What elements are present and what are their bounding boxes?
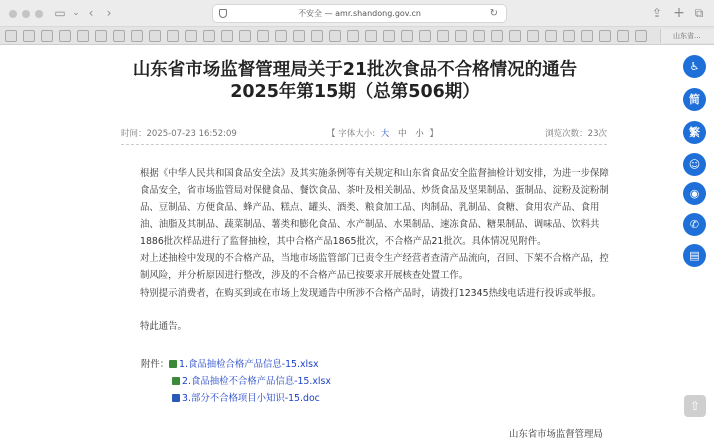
bookmark-icon[interactable]	[311, 30, 323, 42]
bookmark-icon[interactable]	[293, 30, 305, 42]
signature: 山东省市场监督管理局	[509, 429, 603, 440]
url-text: 不安全 — amr.shandong.gov.cn	[298, 9, 421, 18]
bookmark-icon[interactable]	[41, 30, 53, 42]
attachment-link[interactable]: 3.部分不合格项目小知识-15.doc	[172, 390, 320, 404]
article-paragraph: 对上述抽检中发现的不合格产品，当地市场监管部门已责令生产经营者查清产品流向，召回、下架不合格产品，控制风险，并分析原因进行整改，涉及的不合格产品已按要求开展核查处置工作。	[140, 253, 609, 281]
attachments-label: 附件：	[141, 359, 170, 370]
bookmark-icon[interactable]	[221, 30, 233, 42]
article-paragraph: 特别提示消费者，在购买到或在市场上发现通告中所涉不合格产品时，请拨打12345热线电话进行投诉或举报。	[140, 288, 602, 299]
bookmark-icon[interactable]	[383, 30, 395, 42]
forward-icon[interactable]: ›	[106, 6, 112, 20]
bookmark-icon[interactable]	[329, 30, 341, 42]
bookmark-icon[interactable]	[599, 30, 611, 42]
traditional-chinese-icon[interactable]: 繁	[683, 121, 706, 144]
bookmark-icon[interactable]	[77, 30, 89, 42]
back-icon[interactable]: ‹	[88, 6, 94, 20]
font-size-label: 【 字体大小:	[327, 129, 376, 139]
bookmark-icon[interactable]	[131, 30, 143, 42]
bookmark-icon[interactable]	[257, 30, 269, 42]
favorites-bar	[0, 27, 714, 45]
divider	[121, 144, 607, 145]
weibo-icon[interactable]: ◉	[683, 182, 706, 205]
font-size-large-link[interactable]: 大	[380, 129, 390, 139]
accessibility-icon[interactable]: ♿	[683, 55, 706, 78]
font-size-medium-link[interactable]: 中	[398, 129, 407, 139]
word-file-icon	[172, 394, 180, 402]
bookmark-icon[interactable]	[239, 30, 251, 42]
excel-file-icon	[172, 377, 180, 385]
bookmark-icon[interactable]	[617, 30, 629, 42]
sidebar-toggle-icon[interactable]: ▭	[54, 6, 66, 20]
article-meta	[121, 127, 607, 143]
bookmark-icon[interactable]	[365, 30, 377, 42]
font-size-control	[327, 127, 438, 139]
attachment-link[interactable]: 1.食品抽检合格产品信息-15.xlsx	[169, 356, 319, 370]
font-size-small-link[interactable]: 小	[415, 129, 424, 139]
maximize-window-button[interactable]	[35, 10, 43, 18]
signature-date-partial	[545, 441, 605, 446]
chevron-down-icon[interactable]: ⌄	[72, 8, 80, 18]
bookmark-icon[interactable]	[545, 30, 557, 42]
bookmark-icon[interactable]	[5, 30, 17, 42]
bookmark-icon[interactable]	[185, 30, 197, 42]
privacy-shield-icon	[219, 9, 227, 18]
share-icon[interactable]: ⇪	[651, 6, 663, 20]
bookmark-icon[interactable]	[23, 30, 35, 42]
bookmark-icon[interactable]	[167, 30, 179, 42]
article-page	[0, 45, 714, 446]
excel-file-icon	[169, 360, 177, 368]
bookmark-icon[interactable]	[59, 30, 71, 42]
bookmark-icon[interactable]	[419, 30, 431, 42]
browser-toolbar	[0, 0, 714, 27]
bookmark-icon[interactable]	[401, 30, 413, 42]
wechat-icon[interactable]: ✆	[683, 213, 706, 236]
bookmark-tab[interactable]: 山东省...	[660, 29, 714, 43]
back-to-top-icon[interactable]: ⇧	[684, 395, 706, 417]
view-count: 浏览次数：23次	[545, 129, 607, 139]
bookmark-icon[interactable]	[95, 30, 107, 42]
bookmark-icon[interactable]	[113, 30, 125, 42]
attachment-link[interactable]: 2.食品抽检不合格产品信息-15.xlsx	[172, 373, 331, 387]
bookmark-icon[interactable]	[203, 30, 215, 42]
bookmark-icon[interactable]	[527, 30, 539, 42]
bookmark-icon[interactable]	[581, 30, 593, 42]
new-tab-icon[interactable]: +	[673, 5, 685, 21]
address-bar[interactable]	[212, 4, 507, 23]
bookmark-icon[interactable]	[455, 30, 467, 42]
minimize-window-button[interactable]	[22, 10, 30, 18]
simplified-chinese-icon[interactable]: 简	[683, 88, 706, 111]
close-window-button[interactable]	[9, 10, 17, 18]
article-paragraph: 根据《中华人民共和国食品安全法》及其实施条例等有关规定和山东省食品安全监督抽检计划安排，为进一步保障食品安全，省市场监管局对保健食品、餐饮食品、茶叶及相关制品、炒货食品及坚果制品、蛋制品、淀粉及淀粉制品、豆制品、方便食品、蜂产品、糕点、罐头、酒类、粮食加工品、肉制品、乳制品、食糖、食用农产品、食用油、油脂及其制品、蔬菜制品、薯类和膨化食品、水产制品、水果制品、速冻食品、糖果制品、调味品、饮料共1886批次样品进行了监督抽检，其中合格产品1865批次，不合格产品21批次。具体情况见附件。	[140, 168, 609, 247]
bookmark-icon[interactable]	[473, 30, 485, 42]
robot-icon[interactable]: ☺	[683, 153, 706, 176]
bookmark-icon[interactable]	[275, 30, 287, 42]
page-title: 山东省市场监督管理局关于21批次食品不合格情况的通告2025年第15期（总第506期）	[132, 60, 578, 102]
screen-reader-icon[interactable]: ▤	[683, 244, 706, 267]
bookmark-icon[interactable]	[491, 30, 503, 42]
article-paragraph: 特此通告。	[140, 321, 187, 332]
tab-overview-icon[interactable]: ⧉	[694, 6, 704, 20]
bookmark-icon[interactable]	[347, 30, 359, 42]
publish-time: 时间：2025-07-23 16:52:09	[121, 129, 237, 139]
reload-icon[interactable]: ↻	[489, 8, 498, 19]
bookmark-icon[interactable]	[509, 30, 521, 42]
bookmark-icon[interactable]	[563, 30, 575, 42]
bookmark-icon[interactable]	[149, 30, 161, 42]
bookmark-icon[interactable]	[635, 30, 647, 42]
bookmark-icon[interactable]	[437, 30, 449, 42]
font-size-close: 】	[429, 129, 438, 139]
